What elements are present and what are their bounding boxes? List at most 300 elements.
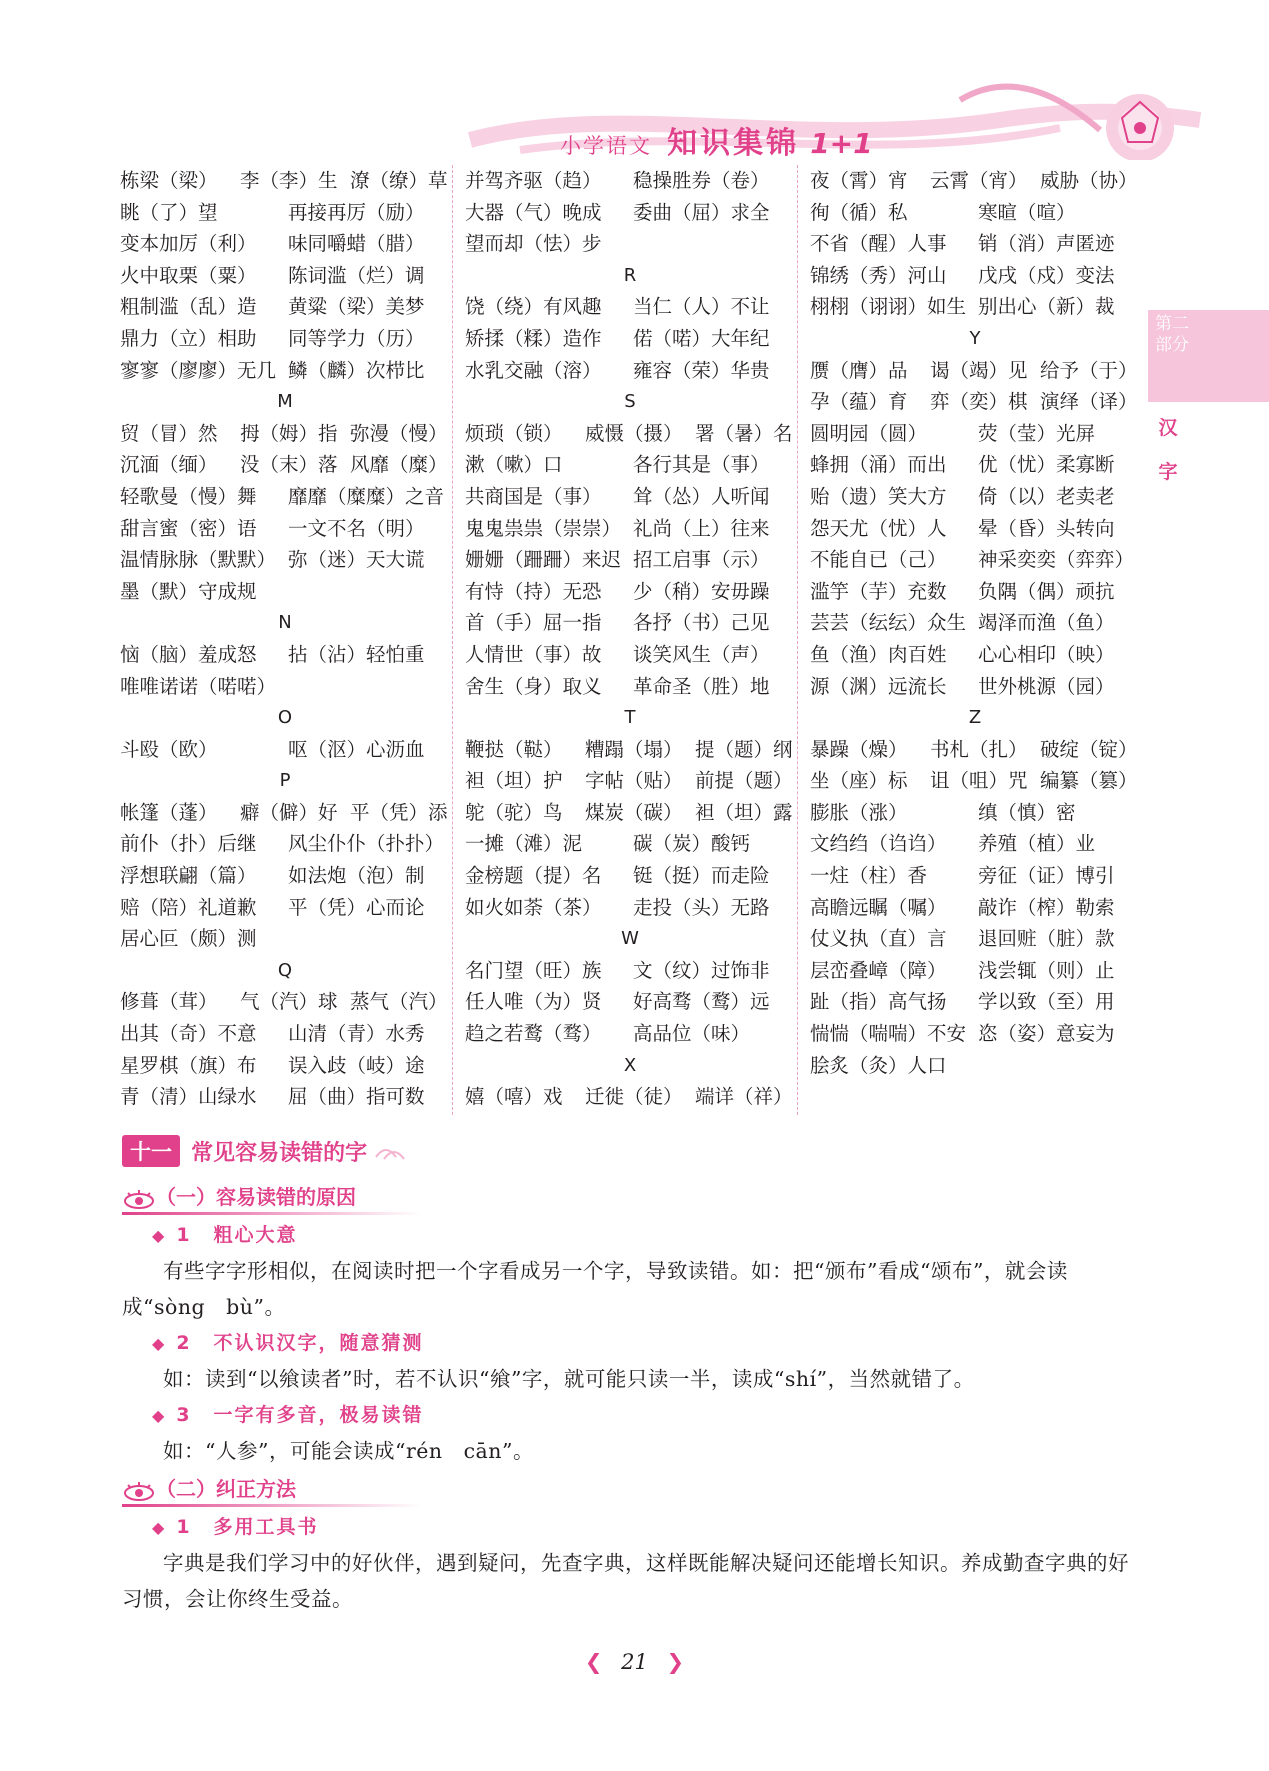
word-entry: 如火如荼（茶） bbox=[465, 895, 602, 919]
word-entry: 演绎（译） bbox=[1040, 390, 1138, 414]
diamond-bullet-icon: ◆ bbox=[152, 1406, 167, 1425]
letter-heading: M bbox=[277, 391, 293, 413]
word-entry: 星罗棋（旗）布 bbox=[120, 1053, 257, 1077]
word-entry: 望而却（怯）步 bbox=[465, 232, 602, 256]
word-row bbox=[120, 481, 450, 513]
column-divider bbox=[797, 165, 798, 1115]
diamond-bullet-icon: ◆ bbox=[152, 1518, 167, 1537]
word-row bbox=[120, 323, 450, 355]
word-entry: 碳（炭）酸钙 bbox=[633, 832, 751, 856]
word-row bbox=[465, 986, 795, 1018]
word-row bbox=[810, 986, 1140, 1018]
word-entry: 煤炭（碳） bbox=[585, 800, 683, 824]
word-row bbox=[465, 323, 795, 355]
word-row bbox=[810, 197, 1140, 229]
word-entry: 没（末）落 bbox=[240, 453, 338, 477]
word-entry: 袒（坦）露 bbox=[695, 800, 793, 824]
word-row bbox=[120, 892, 450, 924]
word-row bbox=[120, 449, 450, 481]
word-entry: 暴躁（燥） bbox=[810, 737, 908, 761]
word-entry: 趾（指）高气扬 bbox=[810, 990, 947, 1014]
word-entry: 浮想联翩（篇） bbox=[120, 864, 257, 888]
word-entry: 别出心（新）裁 bbox=[978, 295, 1115, 319]
word-row bbox=[120, 1018, 450, 1050]
side-tab-part: 第二部分 bbox=[1155, 314, 1189, 355]
word-entry: 惴惴（喘喘）不安 bbox=[810, 1022, 967, 1046]
word-entry: 袒（坦）护 bbox=[465, 769, 563, 793]
word-entry: 旁征（证）博引 bbox=[978, 864, 1115, 888]
word-entry: 一炷（柱）香 bbox=[810, 864, 928, 888]
word-entry: 敲诈（榨）勒索 bbox=[978, 895, 1115, 919]
word-row bbox=[465, 228, 795, 260]
word-entry: 怨天尤（忧）人 bbox=[810, 516, 947, 540]
word-entry: 糟蹋（塌） bbox=[585, 737, 683, 761]
word-row bbox=[810, 228, 1140, 260]
word-entry: 靡靡（糜糜）之音 bbox=[288, 484, 445, 508]
word-entry: 恣（姿）意妄为 bbox=[978, 1022, 1115, 1046]
word-row bbox=[120, 1050, 450, 1082]
word-entry: 癖（僻）好 bbox=[240, 800, 338, 824]
word-row bbox=[810, 923, 1140, 955]
point-paragraph: 如：读到“以飨读者”时，若不认识“飨”字，就可能只读一半，读成“shí”，当然就错了。 bbox=[163, 1367, 975, 1391]
word-entry: 粗制滥（乱）造 bbox=[120, 295, 257, 319]
word-row bbox=[120, 260, 450, 292]
word-row bbox=[810, 165, 1140, 197]
word-entry: 倚（以）老卖老 bbox=[978, 484, 1115, 508]
word-entry: 圆明园（圆） bbox=[810, 421, 928, 445]
word-entry: 风尘仆仆（扑扑） bbox=[288, 832, 445, 856]
letter-heading: X bbox=[623, 1054, 637, 1076]
word-row bbox=[810, 544, 1140, 576]
word-entry: 烦琐（锁） bbox=[465, 421, 563, 445]
word-entry: 贸（冒）然 bbox=[120, 421, 218, 445]
word-entry: 谈笑风生（声） bbox=[633, 642, 770, 666]
point-paragraph: 字典是我们学习中的好伙伴，遇到疑问，先查字典，这样既能解决疑问还能增长知识。养成勤查字典的好习惯，会让你终生受益。 bbox=[122, 1551, 1129, 1611]
letter-heading: Q bbox=[277, 959, 293, 981]
word-row bbox=[810, 418, 1140, 450]
word-entry: 沉湎（缅） bbox=[120, 453, 218, 477]
word-entry: 滥竽（芋）充数 bbox=[810, 579, 947, 603]
sound-wave-icon bbox=[372, 1141, 412, 1161]
word-entry: 晕（昏）头转向 bbox=[978, 516, 1115, 540]
word-row bbox=[810, 513, 1140, 545]
word-entry: 姗姗（跚跚）来迟 bbox=[465, 548, 622, 572]
word-entry: 嬉（嘻）戏 bbox=[465, 1085, 563, 1109]
word-entry: 屈（曲）指可数 bbox=[288, 1085, 425, 1109]
word-row bbox=[465, 355, 795, 387]
point-title: 一字有多音，极易读错 bbox=[213, 1404, 424, 1426]
word-row bbox=[120, 860, 450, 892]
word-row bbox=[465, 860, 795, 892]
word-entry: 层峦叠嶂（障） bbox=[810, 958, 947, 982]
word-entry: 提（题）纲 bbox=[695, 737, 793, 761]
word-entry: 黄粱（梁）美梦 bbox=[288, 295, 425, 319]
word-entry: 鞭挞（鞑） bbox=[465, 737, 563, 761]
letter-heading: T bbox=[624, 707, 636, 729]
point-title: 粗心大意 bbox=[213, 1224, 298, 1246]
word-entry: 坐（座）标 bbox=[810, 769, 908, 793]
page-footer bbox=[0, 1650, 1269, 1674]
word-entry: 迁徙（徒） bbox=[585, 1085, 683, 1109]
word-entry: 栩栩（诩诩）如生 bbox=[810, 295, 967, 319]
word-row bbox=[120, 228, 450, 260]
word-row bbox=[120, 355, 450, 387]
word-entry: 潦（缭）草 bbox=[350, 169, 448, 192]
word-row bbox=[120, 513, 450, 545]
word-entry: 栋梁（梁） bbox=[120, 169, 218, 192]
word-row bbox=[120, 923, 450, 955]
word-entry: 味同嚼蜡（腊） bbox=[288, 232, 425, 256]
word-entry: 文绉绉（诌诌） bbox=[810, 832, 947, 856]
word-row bbox=[120, 544, 450, 576]
word-row bbox=[120, 986, 450, 1018]
word-entry: 各抒（书）己见 bbox=[633, 611, 770, 635]
word-entry: 养殖（植）业 bbox=[978, 832, 1096, 856]
word-entry: 威慑（摄） bbox=[585, 421, 683, 445]
point-paragraph: 如：“人参”，可能会读成“rén cān”。 bbox=[163, 1439, 534, 1463]
diamond-bullet-icon: ◆ bbox=[152, 1334, 167, 1353]
word-entry: 鸵（驼）鸟 bbox=[465, 800, 563, 824]
word-entry: 修葺（茸） bbox=[120, 990, 218, 1014]
word-row bbox=[810, 607, 1140, 639]
word-row bbox=[465, 165, 795, 197]
subsection-title-text: （二）纠正方法 bbox=[156, 1477, 296, 1501]
word-row bbox=[120, 576, 450, 608]
letter-heading: O bbox=[277, 707, 293, 729]
word-entry: 耸（怂）人听闻 bbox=[633, 484, 770, 508]
word-entry: 再接再厉（励） bbox=[288, 200, 425, 224]
word-entry: 铤（挺）而走险 bbox=[633, 864, 770, 888]
word-entry: 云霄（宵） bbox=[930, 169, 1028, 192]
word-entry: 有恃（持）无恐 bbox=[465, 579, 602, 603]
word-entry: 趋之若鹜（骛） bbox=[465, 1022, 602, 1046]
word-entry: 神采奕奕（弈弈） bbox=[978, 548, 1135, 572]
word-entry: 走投（头）无路 bbox=[633, 895, 770, 919]
word-entry: 徇（循）私 bbox=[810, 200, 908, 224]
word-entry: 源（渊）远流长 bbox=[810, 674, 947, 698]
word-entry: 一文不名（明） bbox=[288, 516, 425, 540]
subsection-title-text: （一）容易读错的原因 bbox=[156, 1185, 356, 1209]
word-row bbox=[465, 1081, 795, 1113]
word-entry: 甜言蜜（密）语 bbox=[120, 516, 257, 540]
column-1 bbox=[120, 165, 450, 1113]
word-entry: 鼎力（立）相助 bbox=[120, 326, 257, 350]
word-entry: 偌（喏）大年纪 bbox=[633, 326, 770, 350]
point-heading bbox=[122, 1509, 1132, 1545]
side-tab-chapter-label: 汉字 bbox=[1158, 417, 1178, 483]
word-row bbox=[120, 197, 450, 229]
word-entry: 一摊（滩）泥 bbox=[465, 832, 583, 856]
word-entry: 变本加厉（利） bbox=[120, 232, 257, 256]
word-entry: 火中取栗（粟） bbox=[120, 263, 257, 287]
word-entry: 夜（霄）宵 bbox=[810, 169, 908, 192]
word-entry: 膨胀（涨） bbox=[810, 800, 908, 824]
word-entry: 革命圣（胜）地 bbox=[633, 674, 770, 698]
word-entry: 漱（嗽）口 bbox=[465, 453, 563, 477]
subsection-title bbox=[122, 1469, 1132, 1509]
word-entry: 出其（奇）不意 bbox=[120, 1022, 257, 1046]
header-title bbox=[560, 118, 873, 162]
word-row bbox=[465, 734, 795, 766]
word-row bbox=[465, 544, 795, 576]
column-divider bbox=[452, 165, 453, 1115]
point-heading bbox=[122, 1397, 1132, 1433]
word-row bbox=[465, 418, 795, 450]
word-entry: 荧（莹）光屏 bbox=[978, 421, 1096, 445]
eye-icon bbox=[122, 1480, 156, 1502]
word-row bbox=[465, 892, 795, 924]
word-row bbox=[465, 607, 795, 639]
word-entry: 平（凭）心而论 bbox=[288, 895, 425, 919]
word-row bbox=[465, 197, 795, 229]
left-arrow-icon: ❮ bbox=[584, 1650, 603, 1674]
word-row bbox=[810, 1018, 1140, 1050]
word-row bbox=[120, 797, 450, 829]
page-header bbox=[0, 0, 1269, 160]
word-row bbox=[120, 828, 450, 860]
word-row bbox=[465, 765, 795, 797]
word-entry: 名门望（旺）族 bbox=[465, 958, 602, 982]
word-entry: 锦绣（秀）河山 bbox=[810, 263, 947, 287]
point-paragraph: 有些字字形相似，在阅读时把一个字看成另一个字，导致读错。如：把“颁布”看成“颂布”，就会读成“sòng bù”。 bbox=[122, 1259, 1068, 1319]
word-row bbox=[810, 639, 1140, 671]
point-title: 多用工具书 bbox=[213, 1516, 319, 1538]
word-row bbox=[465, 513, 795, 545]
word-entry: 赝（膺）品 bbox=[810, 358, 908, 382]
word-entry: 书札（扎） bbox=[930, 737, 1028, 761]
word-entry: 礼尚（上）往来 bbox=[633, 516, 770, 540]
word-row bbox=[810, 355, 1140, 387]
word-entry: 不省（醒）人事 bbox=[810, 232, 947, 256]
word-entry: 世外桃源（园） bbox=[978, 674, 1115, 698]
page-number: 21 bbox=[621, 1650, 648, 1674]
subsection-title bbox=[122, 1177, 1132, 1217]
word-entry: 谒（竭）见 bbox=[930, 358, 1028, 382]
subsection-underline bbox=[122, 1504, 422, 1507]
word-entry: 饶（绕）有风趣 bbox=[465, 295, 602, 319]
word-row bbox=[120, 734, 450, 766]
word-row bbox=[810, 449, 1140, 481]
word-entry: 稳操胜券（卷） bbox=[633, 169, 770, 192]
word-row bbox=[810, 291, 1140, 323]
word-entry: 矫揉（糅）造作 bbox=[465, 326, 602, 350]
word-entry: 轻歌曼（慢）舞 bbox=[120, 484, 257, 508]
letter-heading: W bbox=[621, 928, 639, 950]
word-entry: 拇（姆）指 bbox=[240, 421, 338, 445]
word-entry: 少（稍）安毋躁 bbox=[633, 579, 770, 603]
word-entry: 当仁（人）不让 bbox=[633, 295, 770, 319]
word-entry: 弥漫（慢） bbox=[350, 421, 448, 445]
word-entry: 赔（陪）礼道歉 bbox=[120, 895, 257, 919]
word-entry: 给予（于） bbox=[1040, 358, 1138, 382]
word-entry: 优（忧）柔寡断 bbox=[978, 453, 1115, 477]
word-entry: 眺（了）望 bbox=[120, 200, 218, 224]
word-entry: 编纂（篡） bbox=[1040, 769, 1138, 793]
word-row bbox=[120, 1081, 450, 1113]
word-row bbox=[465, 955, 795, 987]
word-entry: 孕（蕴）育 bbox=[810, 390, 908, 414]
word-entry: 蜂拥（涌）而出 bbox=[810, 453, 947, 477]
word-row bbox=[810, 765, 1140, 797]
eye-icon bbox=[122, 1188, 156, 1210]
word-entry: 平（凭）添 bbox=[350, 800, 448, 824]
word-row bbox=[465, 671, 795, 703]
word-row bbox=[120, 671, 450, 703]
word-entry: 大器（气）晚成 bbox=[465, 200, 602, 224]
word-entry: 鬼鬼祟祟（崇崇） bbox=[465, 516, 622, 540]
word-entry: 贻（遗）笑大方 bbox=[810, 484, 947, 508]
word-row bbox=[120, 165, 450, 197]
word-entry: 共商国是（事） bbox=[465, 484, 602, 508]
letter-heading: Y bbox=[969, 327, 981, 349]
section-title bbox=[122, 1135, 1132, 1177]
word-entry: 脍炙（灸）人口 bbox=[810, 1053, 947, 1077]
word-entry: 端详（祥） bbox=[695, 1085, 793, 1109]
word-entry: 并驾齐驱（趋） bbox=[465, 169, 602, 192]
letter-heading: P bbox=[279, 770, 291, 792]
word-entry: 斗殴（欧） bbox=[120, 737, 218, 761]
word-row bbox=[810, 576, 1140, 608]
word-row bbox=[810, 386, 1140, 418]
point-number: 3 bbox=[176, 1404, 192, 1426]
word-row bbox=[810, 892, 1140, 924]
word-entry: 温情脉脉（默默） bbox=[120, 548, 277, 572]
word-entry: 弥（迷）天大谎 bbox=[288, 548, 425, 572]
word-row bbox=[810, 828, 1140, 860]
point-number: 1 bbox=[176, 1516, 192, 1538]
point-heading bbox=[122, 1325, 1132, 1361]
point-number: 2 bbox=[176, 1332, 192, 1354]
word-entry: 同等学力（历） bbox=[288, 326, 425, 350]
word-entry: 竭泽而渔（鱼） bbox=[978, 611, 1115, 635]
word-entry: 威胁（协） bbox=[1040, 169, 1138, 192]
word-row bbox=[810, 671, 1140, 703]
word-entry: 青（清）山绿水 bbox=[120, 1085, 257, 1109]
word-row bbox=[465, 481, 795, 513]
word-entry: 破绽（锭） bbox=[1040, 737, 1138, 761]
flower-icon bbox=[1106, 94, 1174, 160]
word-entry: 呕（沤）心沥血 bbox=[288, 737, 425, 761]
side-tab-chapter bbox=[1148, 406, 1188, 494]
word-entry: 蒸气（汽） bbox=[350, 990, 448, 1014]
word-entry: 首（手）屈一指 bbox=[465, 611, 602, 635]
word-entry: 水乳交融（溶） bbox=[465, 358, 602, 382]
word-entry: 唯唯诺诺（喏喏） bbox=[120, 674, 277, 698]
side-tab bbox=[1148, 310, 1269, 402]
word-row bbox=[465, 576, 795, 608]
word-row bbox=[810, 955, 1140, 987]
word-entry: 鳞（麟）次栉比 bbox=[288, 358, 425, 382]
column-2 bbox=[465, 165, 795, 1113]
word-entry: 寒暄（喧） bbox=[978, 200, 1076, 224]
word-row bbox=[465, 639, 795, 671]
word-entry: 恼（脑）羞成怒 bbox=[120, 642, 257, 666]
word-entry: 墨（默）守成规 bbox=[120, 579, 257, 603]
word-entry: 误入歧（岐）途 bbox=[288, 1053, 425, 1077]
letter-heading: N bbox=[278, 612, 292, 634]
word-entry: 戊戌（戍）变法 bbox=[978, 263, 1115, 287]
word-columns bbox=[120, 165, 1138, 1120]
word-entry: 陈词滥（烂）调 bbox=[288, 263, 425, 287]
section-title-text: 常见容易读错的字 bbox=[191, 1140, 368, 1166]
word-entry: 诅（咀）咒 bbox=[930, 769, 1028, 793]
header-main-title: 知识集锦 bbox=[667, 126, 800, 161]
word-row bbox=[465, 797, 795, 829]
word-entry: 退回赃（脏）款 bbox=[978, 927, 1115, 951]
column-3 bbox=[810, 165, 1140, 1081]
section-number-badge: 十一 bbox=[122, 1135, 180, 1167]
right-arrow-icon: ❯ bbox=[666, 1650, 685, 1674]
word-entry: 舍生（身）取义 bbox=[465, 674, 602, 698]
word-entry: 各行其是（事） bbox=[633, 453, 770, 477]
word-entry: 金榜题（提）名 bbox=[465, 864, 602, 888]
word-entry: 雍容（荣）华贵 bbox=[633, 358, 770, 382]
letter-heading: S bbox=[624, 391, 636, 413]
word-row bbox=[810, 734, 1140, 766]
word-entry: 如法炮（泡）制 bbox=[288, 864, 425, 888]
word-entry: 销（消）声匿迹 bbox=[978, 232, 1115, 256]
word-row bbox=[465, 1018, 795, 1050]
point-title: 不认识汉字，随意猜测 bbox=[213, 1332, 424, 1354]
point-number: 1 bbox=[176, 1224, 192, 1246]
diamond-bullet-icon: ◆ bbox=[152, 1226, 167, 1245]
word-entry: 气（汽）球 bbox=[240, 990, 338, 1014]
word-row bbox=[120, 418, 450, 450]
word-entry: 帐篷（蓬） bbox=[120, 800, 218, 824]
word-row bbox=[465, 291, 795, 323]
word-entry: 任人唯（为）贤 bbox=[465, 990, 602, 1014]
word-entry: 拈（沾）轻怕重 bbox=[288, 642, 425, 666]
word-entry: 浅尝辄（则）止 bbox=[978, 958, 1115, 982]
word-entry: 人情世（事）故 bbox=[465, 642, 602, 666]
word-entry: 负隅（偶）顽抗 bbox=[978, 579, 1115, 603]
subsection-underline bbox=[122, 1212, 422, 1215]
word-row bbox=[465, 449, 795, 481]
word-entry: 山清（青）水秀 bbox=[288, 1022, 425, 1046]
point-heading bbox=[122, 1217, 1132, 1253]
word-entry: 寥寥（廖廖）无几 bbox=[120, 358, 277, 382]
word-entry: 招工启事（示） bbox=[633, 548, 770, 572]
word-row bbox=[810, 860, 1140, 892]
word-entry: 署（暑）名 bbox=[695, 421, 793, 445]
word-entry: 前提（题） bbox=[695, 769, 793, 793]
word-entry: 字帖（贴） bbox=[585, 769, 683, 793]
word-entry: 高品位（味） bbox=[633, 1022, 751, 1046]
word-entry: 风靡（糜） bbox=[350, 453, 448, 477]
word-row bbox=[120, 639, 450, 671]
word-entry: 鱼（渔）肉百姓 bbox=[810, 642, 947, 666]
word-row bbox=[810, 260, 1140, 292]
word-row bbox=[810, 481, 1140, 513]
word-row bbox=[120, 291, 450, 323]
word-row bbox=[810, 797, 1140, 829]
word-entry: 高瞻远瞩（嘱） bbox=[810, 895, 947, 919]
word-entry: 文（纹）过饰非 bbox=[633, 958, 770, 982]
word-row bbox=[810, 1050, 1140, 1082]
word-entry: 学以致（至）用 bbox=[978, 990, 1115, 1014]
letter-heading: Z bbox=[968, 707, 982, 729]
word-entry: 芸芸（纭纭）众生 bbox=[810, 611, 967, 635]
header-subtitle: 小学语文 bbox=[560, 134, 652, 158]
word-entry: 李（李）生 bbox=[240, 169, 338, 192]
header-series: 1+1 bbox=[810, 127, 873, 160]
letter-heading: R bbox=[623, 264, 637, 286]
word-entry: 缜（慎）密 bbox=[978, 800, 1076, 824]
word-entry: 好高骛（鹜）远 bbox=[633, 990, 770, 1014]
word-entry: 委曲（屈）求全 bbox=[633, 200, 770, 224]
word-entry: 前仆（扑）后继 bbox=[120, 832, 257, 856]
word-entry: 不能自已（己） bbox=[810, 548, 947, 572]
